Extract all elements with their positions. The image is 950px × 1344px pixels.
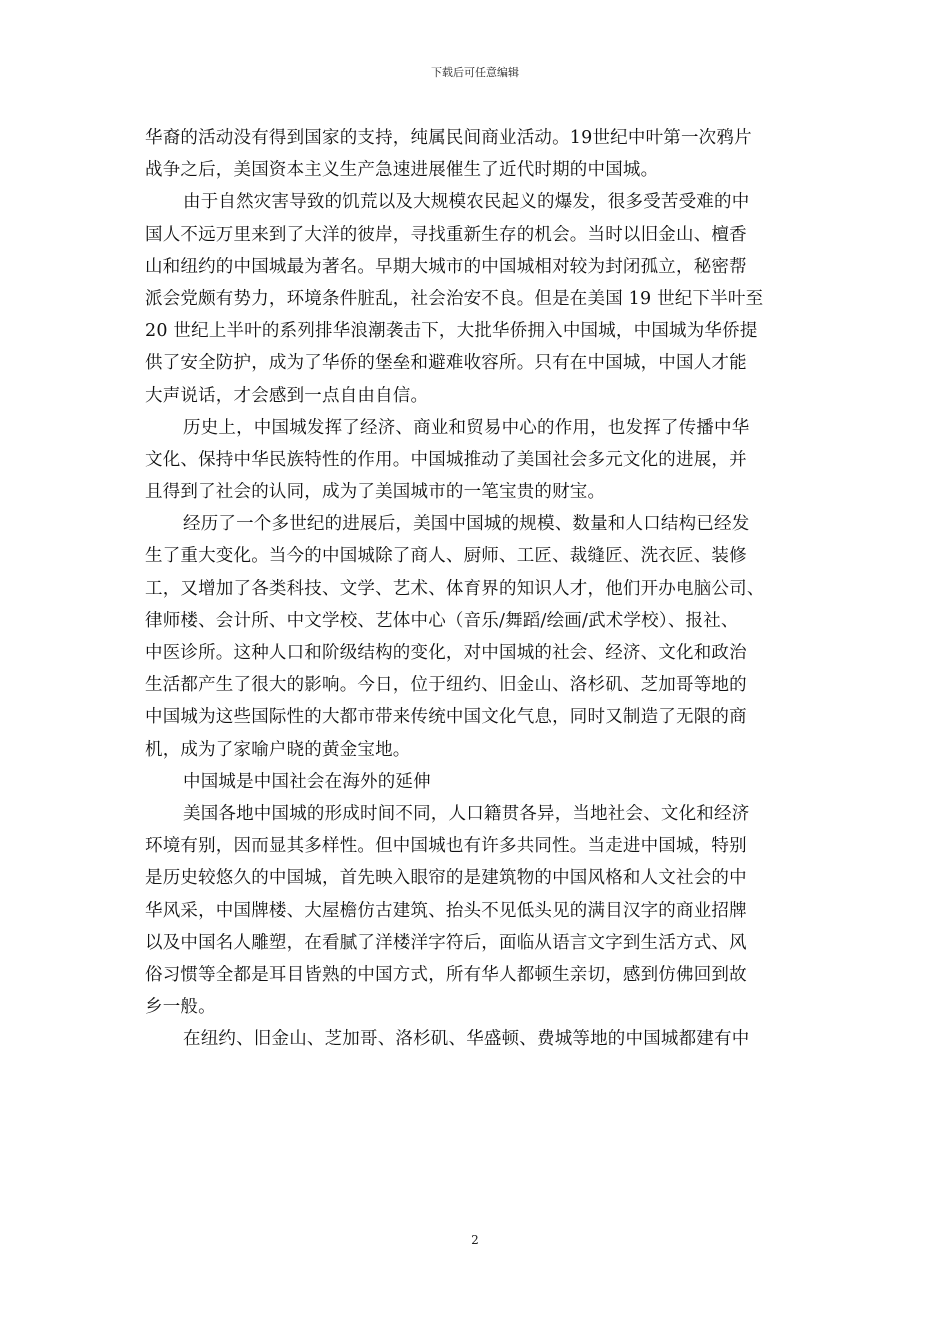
text-line: 美国各地中国城的形成时间不同，人口籍贯各异，当地社会、文化和经济: [183, 803, 750, 824]
text-line: 中国城是中国社会在海外的延伸: [183, 771, 431, 792]
text-line: 战争之后，美国资本主义生产急速进展催生了近代时期的中国城。: [145, 160, 659, 181]
text-line: 大声说话，才会感到一点自由自信。: [145, 385, 429, 406]
text-line: 环境有别，因而显其多样性。但中国城也有许多共同性。当走进中国城，特别: [145, 836, 747, 857]
text-line: 以及中国名人雕塑，在看腻了洋楼洋字符后，面临从语言文字到生活方式、风: [145, 932, 747, 953]
text-line: 历史上，中国城发挥了经济、商业和贸易中心的作用，也发挥了传播中华: [183, 417, 750, 438]
header-note: 下载后可任意编辑: [431, 66, 519, 79]
text-line: 俗习惯等全都是耳目皆熟的中国方式，所有华人都顿生亲切，感到仿佛回到故: [145, 964, 747, 985]
text-line: 华裔的活动没有得到国家的支持，纯属民间商业活动。19世纪中叶第一次鸦片: [145, 128, 752, 148]
text-line: 经历了一个多世纪的进展后，美国中国城的规模、数量和人口结构已经发: [183, 514, 750, 535]
text-line: 律师楼、会计所、中文学校、艺体中心（音乐/舞蹈/绘画/武术学校）、报社、: [145, 610, 739, 631]
page-number: 2: [471, 1233, 479, 1247]
text-line: 国人不远万里来到了大洋的彼岸，寻找重新生存的机会。当时以旧金山、檀香: [145, 224, 747, 245]
text-line: 文化、保持中华民族特性的作用。中国城推动了美国社会多元文化的进展，并: [145, 449, 747, 470]
text-line: 工，又增加了各类科技、文学、艺术、体育界的知识人才，他们开办电脑公司、: [145, 578, 765, 599]
text-line: 是历史较悠久的中国城，首先映入眼帘的是建筑物的中国风格和人文社会的中: [145, 868, 747, 889]
text-line: 且得到了社会的认同，成为了美国城市的一笔宝贵的财宝。: [145, 482, 606, 503]
body-text: [145, 122, 809, 1055]
text-line: 派会党颇有势力，环境条件脏乱，社会治安不良。但是在美国 19 世纪下半叶至: [145, 288, 764, 309]
text-line: 华风采，中国牌楼、大屋檐仿古建筑、抬头不见低头见的满目汉字的商业招牌: [145, 900, 747, 921]
text-line: 20 世纪上半叶的系列排华浪潮袭击下，大批华侨拥入中国城，中国城为华侨提: [145, 321, 758, 342]
text-line: 由于自然灾害导致的饥荒以及大规模农民起义的爆发，很多受苦受难的中: [183, 192, 750, 213]
text-line: 供了安全防护，成为了华侨的堡垒和避难收容所。只有在中国城，中国人才能: [145, 353, 747, 374]
text-line: 在纽约、旧金山、芝加哥、洛杉矶、华盛顿、费城等地的中国城都建有中: [183, 1029, 750, 1050]
text-line: 中医诊所。这种人口和阶级结构的变化，对中国城的社会、经济、文化和政治: [145, 643, 747, 663]
text-line: 山和纽约的中国城最为著名。早期大城市的中国城相对较为封闭孤立，秘密帮: [145, 256, 747, 277]
text-line: 生了重大变化。当今的中国城除了商人、厨师、工匠、裁缝匠、洗衣匠、装修: [145, 546, 747, 567]
text-line: 中国城为这些国际性的大都市带来传统中国文化气息，同时又制造了无限的商: [145, 707, 747, 728]
text-line: 乡一般。: [145, 997, 216, 1018]
text-line: 生活都产生了很大的影响。今日，位于纽约、旧金山、洛杉矶、芝加哥等地的: [145, 675, 747, 696]
text-line: 机，成为了家喻户晓的黄金宝地。: [145, 739, 411, 760]
